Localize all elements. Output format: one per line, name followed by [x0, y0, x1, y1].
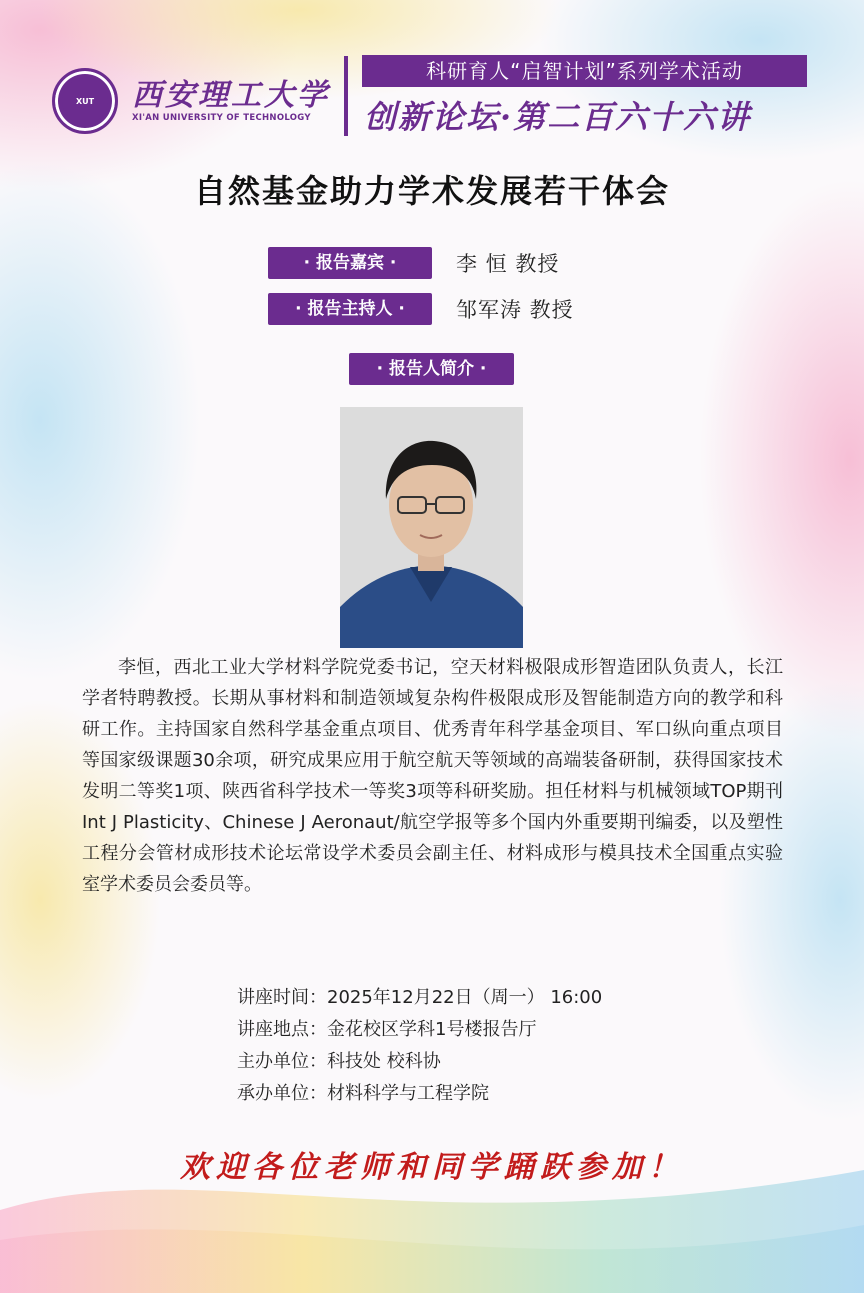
bio-label: · 报告人简介 ·: [349, 353, 514, 385]
host-value: 邹军涛 教授: [456, 298, 574, 322]
series-banner: 科研育人“启智计划”系列学术活动: [362, 55, 807, 87]
welcome-slogan: 欢迎各位老师和同学踊跃参加！: [180, 1150, 684, 1185]
forum-title: 创新论坛·第二百六十六讲: [364, 98, 752, 136]
speaker-bio: 李恒，西北工业大学材料学院党委书记，空天材料极限成形智造团队负责人，长江学者特聘教授。长期从事材料和制造领域复杂构件极限成形及智能制造方向的教学和科研工作。主持国家自然科学基金重点项目、优秀青年科学基金项目、军口纵向重点项目等国家级课题30余项，研究成果应用于航空航天等领域的高端装备研制，获得国家技术发明二等奖1项、陕西省科学技术一等奖3项等科研奖励。担任材料与机械领域TOP期刊Int J Plasticity、Chinese J Aeronaut/航空学报等多个国内外重要期刊编委，以及塑性工程分会管材成形技术论坛常设学术委员会副主任、材料成形与模具技术全国重点实验室学术委员会委员等。: [82, 657, 783, 895]
speaker-photo: [340, 407, 523, 648]
university-name-cn: 西安理工大学: [132, 78, 330, 113]
speaker-label: · 报告嘉宾 ·: [268, 247, 432, 279]
university-logo: [52, 68, 330, 134]
lecture-organizer: 主办单位：科技处 校科协: [237, 1051, 441, 1072]
host-label: · 报告主持人 ·: [268, 293, 432, 325]
lecture-title: 自然基金助力学术发展若干体会: [193, 172, 670, 210]
university-seal-icon: XUT: [52, 68, 118, 134]
speaker-value: 李 恒 教授: [456, 252, 560, 276]
lecture-location: 讲座地点：金花校区学科1号楼报告厅: [237, 1019, 537, 1040]
lecture-host-unit: 承办单位：材料科学与工程学院: [237, 1083, 489, 1104]
lecture-time: 讲座时间：2025年12月22日（周一） 16:00: [237, 987, 603, 1008]
lecture-info: [237, 982, 602, 1110]
university-name-en: XI'AN UNIVERSITY OF TECHNOLOGY: [132, 113, 311, 123]
header-divider: [344, 56, 348, 136]
